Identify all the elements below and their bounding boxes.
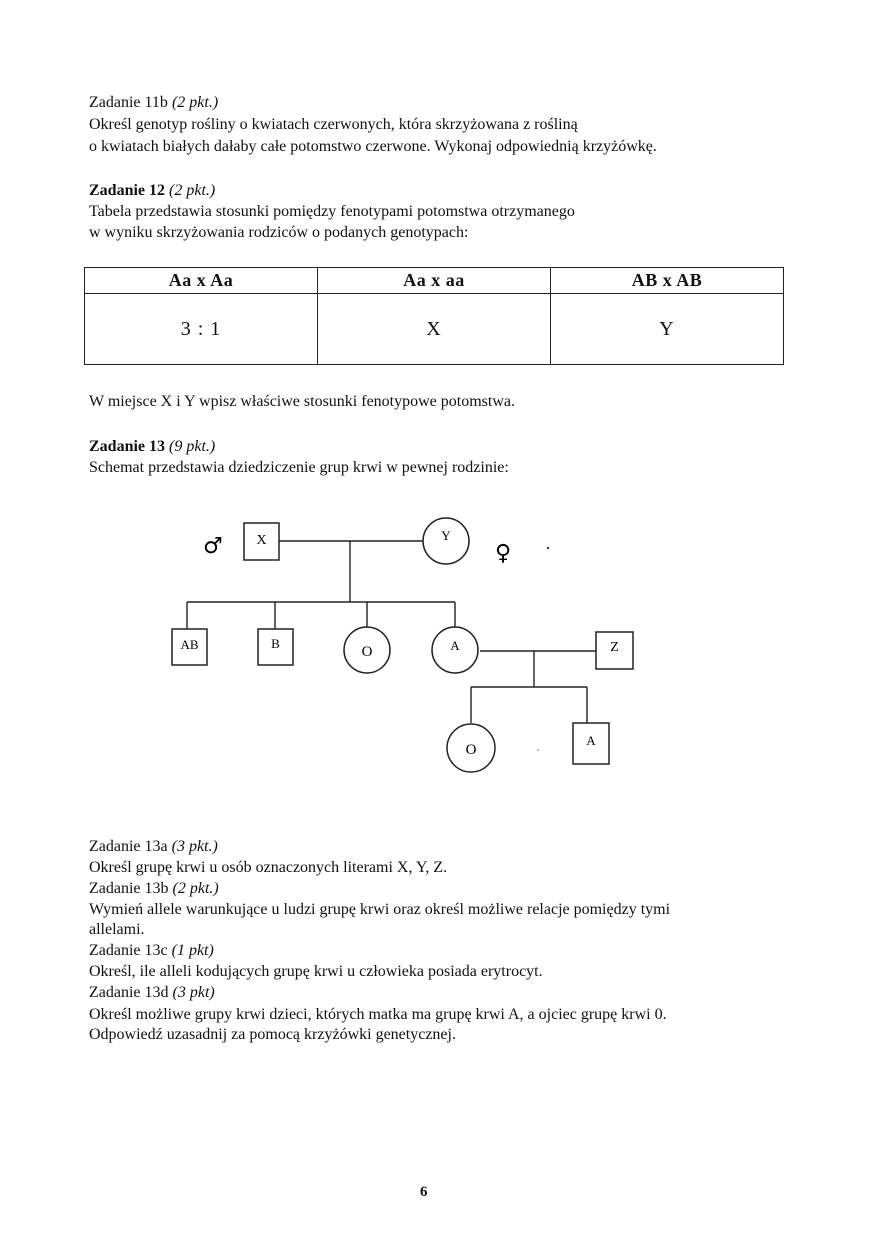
speck-dot [547, 547, 549, 549]
task-12-line-1: Tabela przedstawia stosunki pomiędzy fenotypami potomstwa otrzymanego [89, 203, 575, 220]
value-cross-2: X [318, 294, 551, 365]
task-13b-line-2: allelami. [89, 921, 145, 938]
task-13d-line-1: Określ możliwe grupy krwi dzieci, których matka ma grupę krwi A, a ojciec grupę krwi 0. [89, 1006, 667, 1023]
task-13-points: (9 pkt.) [169, 438, 216, 455]
task-13d-line-2: Odpowiedź uzasadnij za pomocą krzyżówki genetycznej. [89, 1026, 456, 1043]
task-13a-title: Zadanie 13a [89, 838, 168, 855]
value-cross-3: Y [551, 294, 784, 365]
child-o-label: O [361, 644, 373, 660]
task-13c-title: Zadanie 13c [89, 942, 168, 959]
task-12-title: Zadanie 12 [89, 182, 166, 199]
task-12-after: W miejsce X i Y wpisz właściwe stosunki fenotypowe potomstwa. [89, 393, 515, 410]
task-13b-title: Zadanie 13b [89, 880, 169, 897]
pedigree-diagram [0, 500, 887, 800]
ratio-table [84, 267, 784, 365]
header-cross-1: Aa x Aa [85, 268, 318, 294]
header-cross-2: Aa x aa [318, 268, 551, 294]
task-13b-line-1: Wymień allele warunkujące u ludzi grupę krwi oraz określ możliwe relacje pomiędzy tymi [89, 901, 671, 918]
task-13-title: Zadanie 13 [89, 438, 166, 455]
task-11b-title: Zadanie 11b [89, 94, 168, 111]
task-13b-heading [89, 879, 219, 899]
table-header-row [85, 268, 784, 294]
table-row [85, 294, 784, 365]
task-13c-points: (1 pkt) [171, 942, 214, 959]
child-ab-label: AB [180, 637, 199, 652]
task-11b-line-1: Określ genotyp rośliny o kwiatach czerwonych, która skrzyżowana z rośliną [89, 116, 578, 133]
task-11b-heading [89, 93, 218, 113]
father-label: X [256, 533, 267, 548]
grandchild-o-label: O [465, 742, 477, 758]
task-13d-points: (3 pkt) [172, 984, 215, 1001]
task-11b-line-2: o kwiatach białych dałaby całe potomstwo czerwone. Wykonaj odpowiednią krzyżówkę. [89, 138, 657, 155]
header-cross-3: AB x AB [551, 268, 784, 294]
grandchild-a-label: A [586, 733, 596, 748]
task-13c-line-1: Określ, ile alleli kodujących grupę krwi u człowieka posiada erytrocyt. [89, 963, 543, 980]
task-12-heading [89, 181, 215, 201]
speck-dot [537, 749, 539, 751]
task-13a-points: (3 pkt.) [171, 838, 218, 855]
page-number: 6 [420, 1184, 428, 1200]
mother-label: Y [441, 528, 451, 543]
task-13d-title: Zadanie 13d [89, 984, 169, 1001]
child-a-label: A [450, 638, 460, 653]
pedigree-lines [187, 541, 596, 723]
task-13a-heading [89, 837, 218, 857]
task-11b-points: (2 pkt.) [171, 94, 219, 111]
value-cross-1: 3 : 1 [85, 294, 318, 365]
child-b-label: B [271, 636, 280, 651]
task-13-heading [89, 437, 215, 457]
task-13-intro: Schemat przedstawia dziedziczenie grup krwi w pewnej rodzinie: [89, 459, 509, 476]
task-12-points: (2 pkt.) [169, 182, 216, 199]
task-13c-heading [89, 941, 214, 961]
male-symbol: ♂ [203, 534, 223, 559]
task-13b-points: (2 pkt.) [172, 880, 219, 897]
task-13a-line-1: Określ grupę krwi u osób oznaczonych literami X, Y, Z. [89, 859, 448, 876]
task-12-line-2: w wyniku skrzyżowania rodziców o podanych genotypach: [89, 224, 469, 241]
task-13d-heading [89, 983, 215, 1003]
spouse-label: Z [610, 640, 619, 655]
female-symbol: ♀ [494, 541, 512, 566]
